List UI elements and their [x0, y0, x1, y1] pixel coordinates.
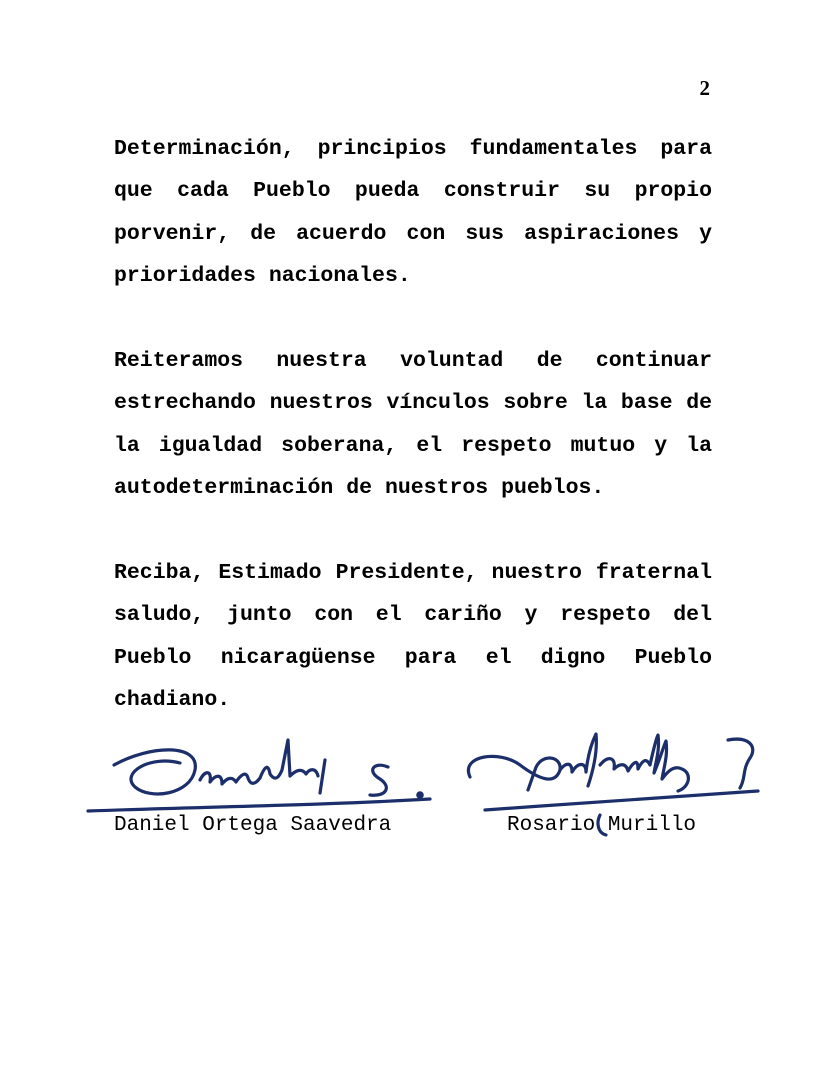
signer-name-murillo: Rosario Murillo — [507, 814, 697, 837]
letter-body — [114, 128, 712, 722]
page-number: 2 — [699, 76, 710, 100]
signer-name-ortega: Daniel Ortega Saavedra — [114, 814, 392, 837]
paragraph: Reciba, Estimado Presidente, nuestro fraternal saludo, junto con el cariño y respeto del Pueblo nicaragüense para el digno Pueblo chadiano. — [114, 561, 712, 713]
signature-ortega — [88, 740, 430, 811]
paragraph: Determinación, principios fundamentales para que cada Pueblo pueda construir su propio porvenir, de acuerdo con sus aspiraciones y prioridades nacionales. — [114, 137, 712, 289]
paragraph: Reiteramos nuestra voluntad de continuar estrechando nuestros vínculos sobre la base de la igualdad soberana, el respeto mutuo y la autodeterminación de nuestros pueblos. — [114, 349, 712, 501]
